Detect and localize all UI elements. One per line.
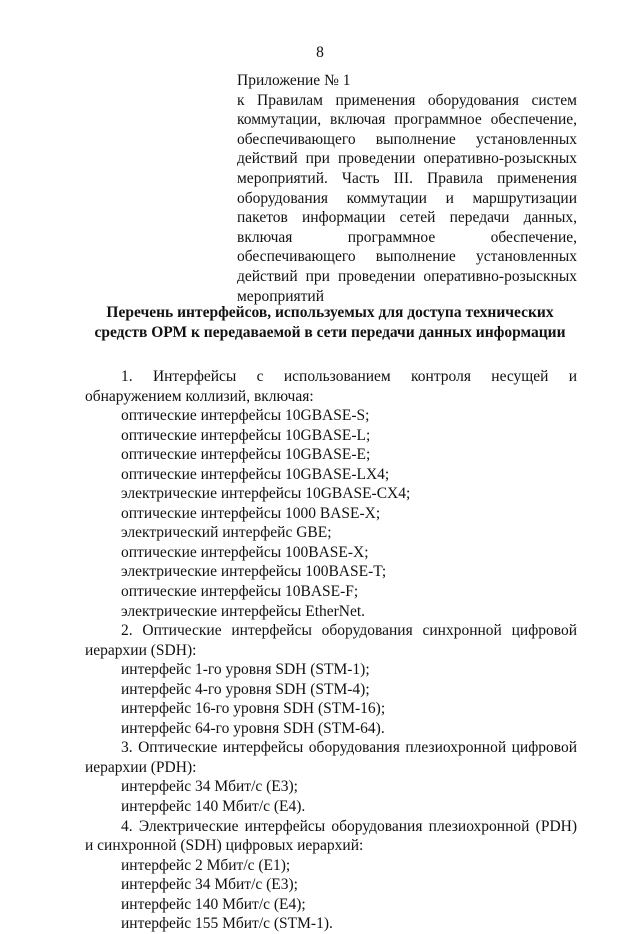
section-heading: 2. Оптические интерфейсы оборудования синхронной цифровой иерархии (SDH): xyxy=(85,622,577,659)
list-item: оптические интерфейсы 10GBASE-L; xyxy=(121,426,371,444)
list-item: интерфейс 4-го уровня SDH (STM-4); xyxy=(121,680,370,698)
list-item: интерфейс 64-го уровня SDH (STM-64). xyxy=(121,719,385,737)
document-title: Перечень интерфейсов, используемых для доступа технических средств ОРМ к передаваемой в сети передачи данных информации xyxy=(94,304,566,341)
section-heading: 4. Электрические интерфейсы оборудования плезиохронной (PDH) и синхронной (SDH) цифровых иерархий: xyxy=(85,817,577,855)
list-item: оптические интерфейсы 10GBASE-E; xyxy=(121,446,371,464)
appendix-text: к Правилам применения оборудования систем коммутации, включая программное обеспечение, обеспечивающего выполнение установленных действий при проведении оперативно-розыскных мероприятий. Часть III. Правила применения оборудования коммутации и маршрутизации пакетов информации сетей передачи данных, включая программное обеспечение, обеспечивающего выполнение установленных действий при проведении оперативно-розыскных мероприятий xyxy=(237,91,577,305)
list-item: интерфейс 2 Мбит/с (E1); xyxy=(121,856,291,874)
list-item: интерфейс 1-го уровня SDH (STM-1); xyxy=(121,661,370,679)
list-item: электрические интерфейсы EtherNet. xyxy=(121,602,366,620)
list-item: оптические интерфейсы 100BASE-X; xyxy=(121,543,369,561)
list-item: интерфейс 34 Мбит/с (E3); xyxy=(121,778,298,796)
section-heading: 1. Интерфейсы с использованием контроля несущей и обнаружением коллизий, включая: xyxy=(85,368,577,405)
page-number: 8 xyxy=(316,44,324,61)
list-item: интерфейс 16-го уровня SDH (STM-16); xyxy=(121,700,386,718)
list-item: электрический интерфейс GBE; xyxy=(121,524,332,542)
list-item: интерфейс 34 Мбит/с (E3); xyxy=(121,876,298,894)
section-heading: 3. Оптические интерфейсы оборудования плезиохронной цифровой иерархии (PDH): xyxy=(85,739,577,776)
list-item: оптические интерфейсы 10GBASE-S; xyxy=(121,407,370,425)
list-item: интерфейс 140 Мбит/с (E4); xyxy=(121,895,306,913)
list-item: электрические интерфейсы 100BASE-T; xyxy=(121,563,387,581)
list-item: интерфейс 140 Мбит/с (E4). xyxy=(121,798,306,816)
document-body xyxy=(85,367,577,934)
list-item: оптические интерфейсы 10GBASE-LX4; xyxy=(121,465,390,483)
list-item: оптические интерфейсы 10BASE-F; xyxy=(121,583,359,601)
appendix-block xyxy=(237,71,577,306)
list-item: интерфейс 155 Мбит/с (STM-1). xyxy=(121,915,333,933)
list-item: оптические интерфейсы 1000 BASE-X; xyxy=(121,504,381,522)
appendix-heading: Приложение № 1 xyxy=(237,72,351,89)
list-item: электрические интерфейсы 10GBASE-CX4; xyxy=(121,485,411,503)
